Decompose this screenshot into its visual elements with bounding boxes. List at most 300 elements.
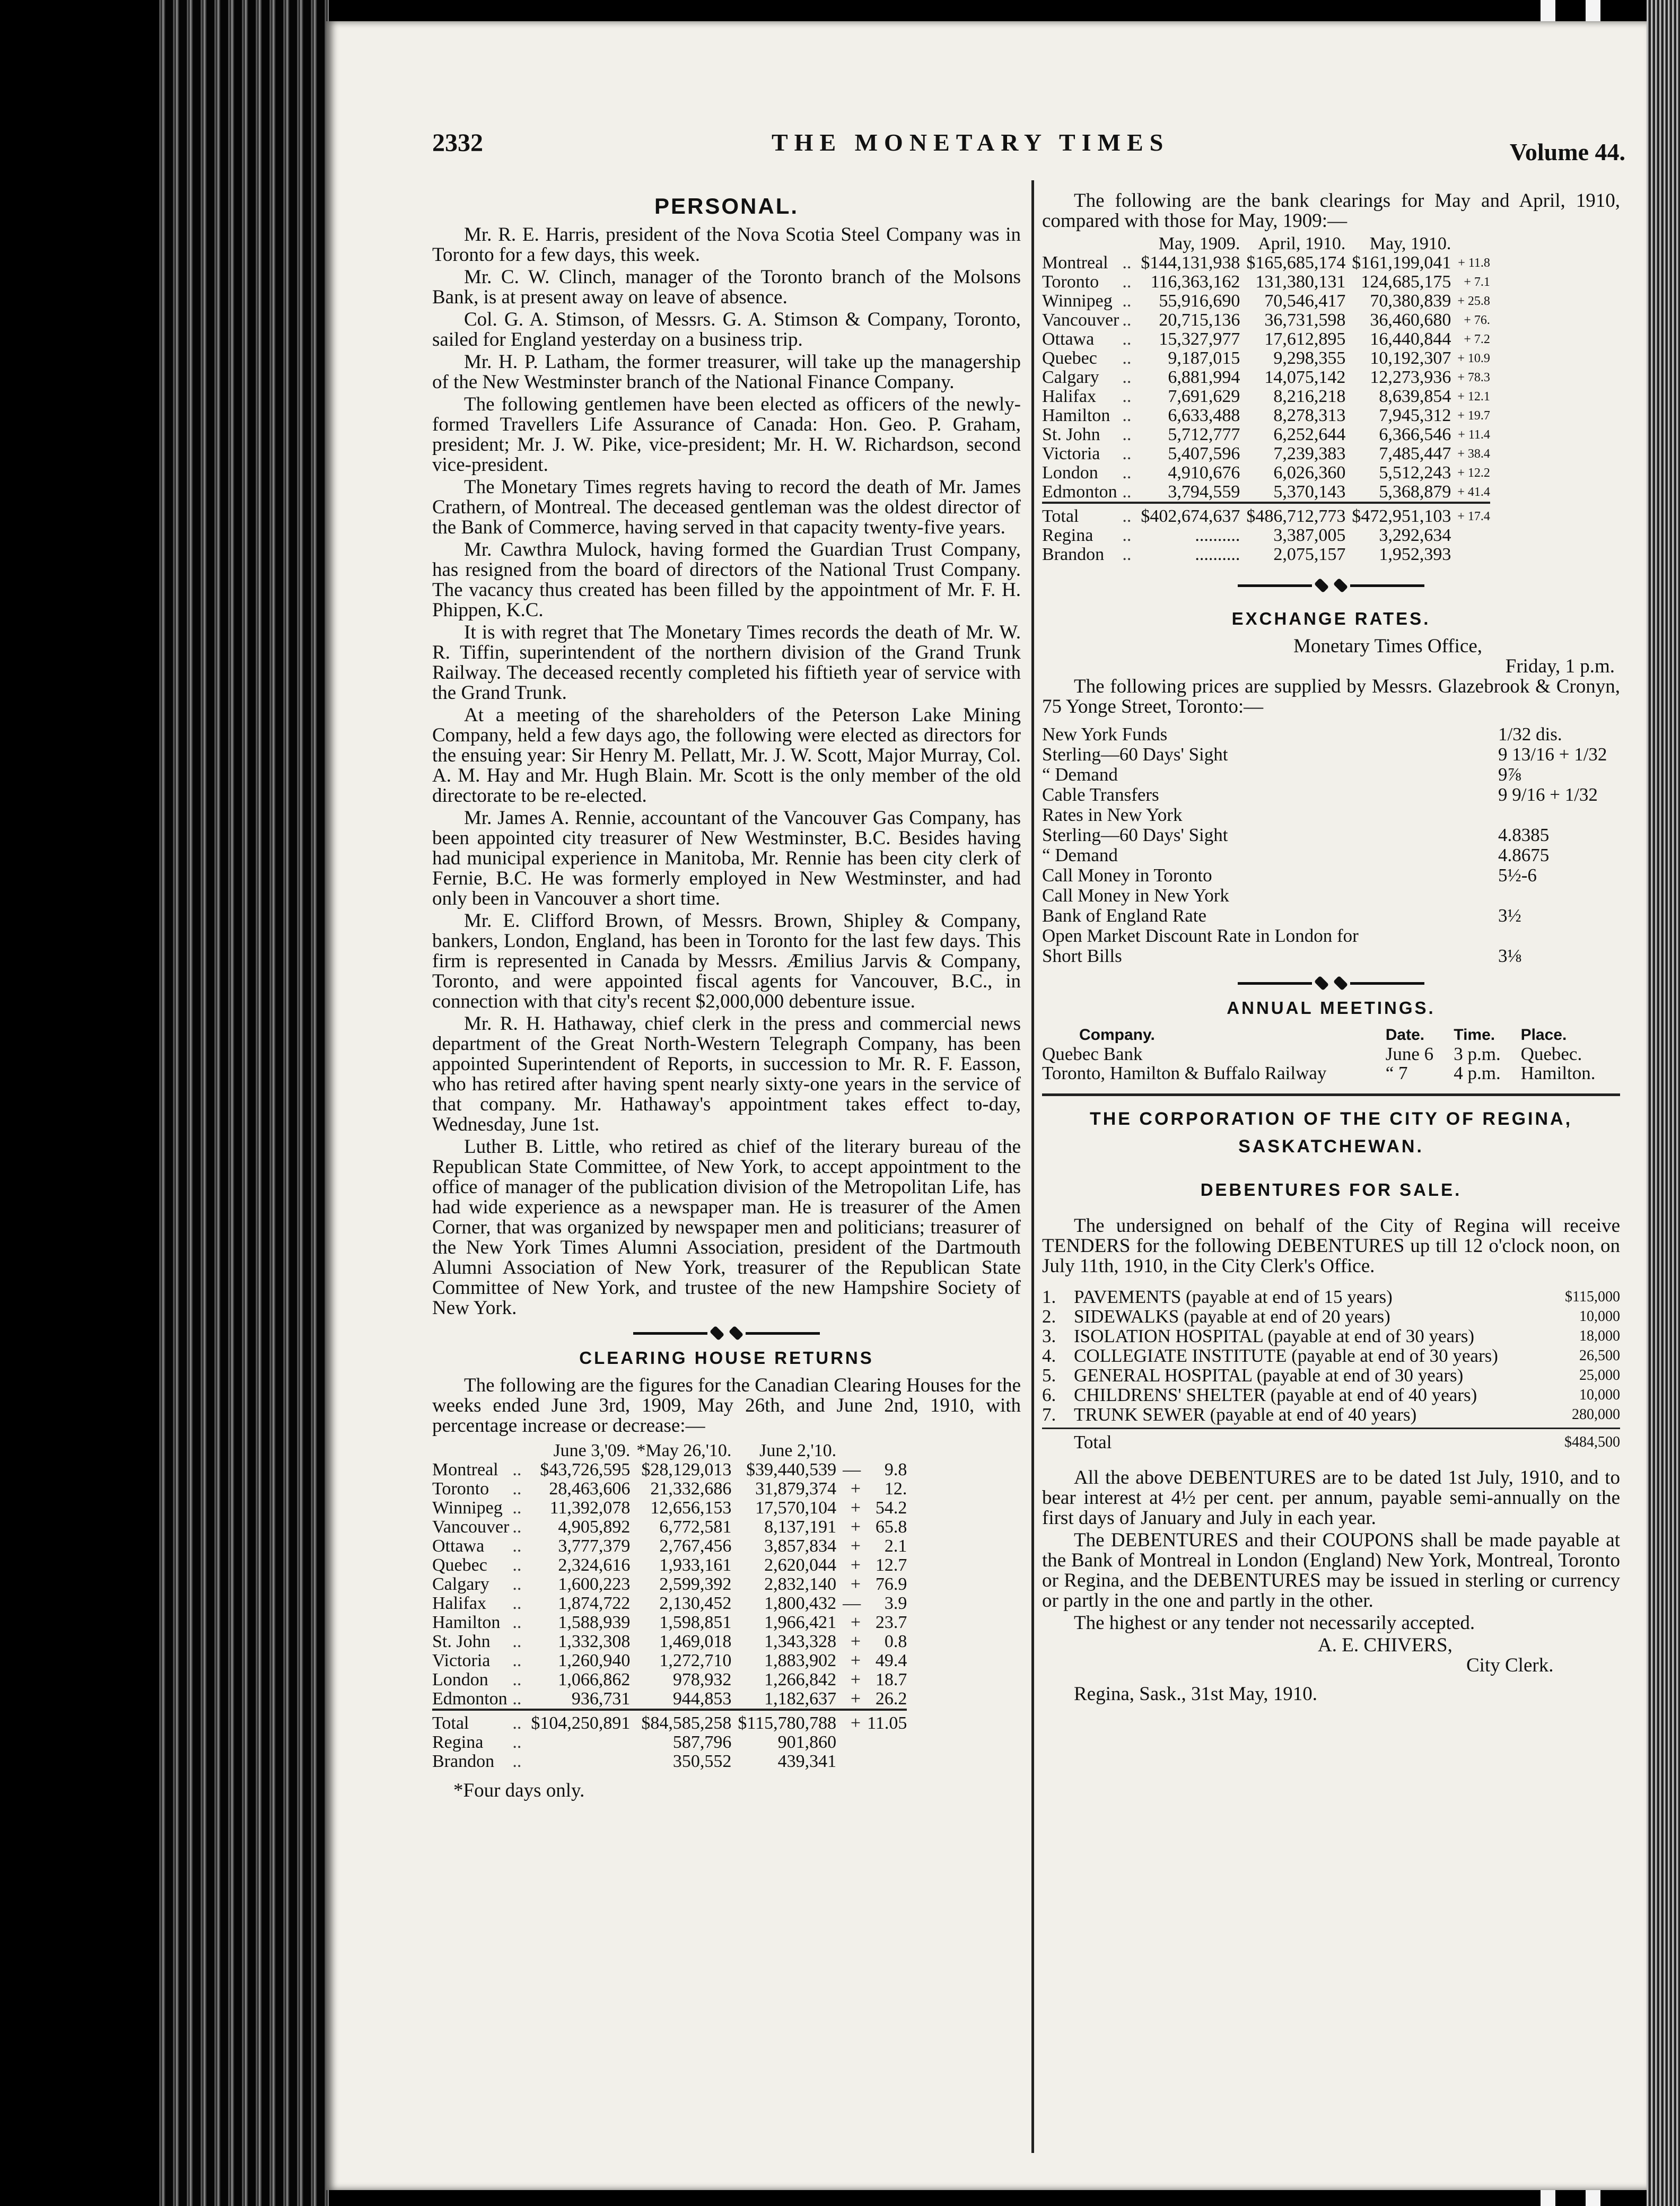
city-cell: Victoria <box>1042 444 1100 463</box>
value-cell: 6,252,644 <box>1273 425 1346 444</box>
city-cell: Vancouver <box>432 1517 510 1537</box>
value-cell: 10,192,307 <box>1370 348 1451 368</box>
sign-cell: + <box>850 1555 861 1575</box>
percent-cell: + 7.1 <box>1464 275 1490 289</box>
city-cell: Toronto <box>1042 272 1099 292</box>
city-cell: Calgary <box>1042 367 1099 387</box>
value-cell: 2,767,456 <box>659 1536 732 1556</box>
personal-paragraph: The Monetary Times regrets having to record the death of Mr. James Crathern, of Montreal. The deceased gentleman was the oldest director of the Bank of Commerce, having served in that capacity twenty-five years. <box>432 476 1021 538</box>
exchange-rate-row <box>1042 926 1620 946</box>
ornament-divider <box>432 1324 1021 1343</box>
exchange-rate-row <box>1042 886 1620 906</box>
time-cell: 4 p.m. <box>1454 1063 1501 1083</box>
city-cell: London <box>1042 463 1098 483</box>
sign-cell: + <box>850 1479 861 1499</box>
item-text: TRUNK SEWER (payable at end of 40 years) <box>1074 1404 1417 1425</box>
table-row <box>1042 1045 1620 1064</box>
item-number: 5. <box>1042 1365 1056 1386</box>
city-cell: London <box>432 1670 488 1689</box>
date-cell: “ 7 <box>1385 1063 1408 1083</box>
value-cell: 7,485,447 <box>1379 444 1451 463</box>
percent-cell: 12. <box>884 1479 907 1499</box>
table-row <box>1042 545 1490 564</box>
table-row <box>1042 330 1490 349</box>
value-cell: 1,066,862 <box>558 1670 631 1689</box>
percent-cell: + 78.3 <box>1457 371 1490 384</box>
value-cell: 36,731,598 <box>1264 310 1346 330</box>
leader-dots: .. <box>512 1613 522 1632</box>
city-cell: Winnipeg <box>1042 291 1113 311</box>
value-cell: 17,612,895 <box>1264 329 1346 349</box>
signer-name: A. E. CHIVERS, <box>1318 1634 1452 1656</box>
leader-dots: .. <box>512 1752 522 1771</box>
personal-paragraph: Mr. Cawthra Mulock, having formed the Guardian Trust Company, has resigned from the board of directors of the National Trust Company. The vacancy thus created has been filled by the appointment of Mr. F. H. Phippen, K.C. <box>432 539 1021 621</box>
column-header: Date. <box>1385 1026 1425 1044</box>
clearing-heading: CLEARING HOUSE RETURNS <box>579 1348 874 1368</box>
debentures-notice: The highest or any tender not necessarily accepted. <box>1074 1612 1475 1634</box>
value-cell: 1,883,902 <box>764 1651 837 1670</box>
item-number: 7. <box>1042 1404 1056 1425</box>
exchange-intro: The following prices are supplied by Messrs. Glazebrook & Cronyn, 75 Yonge Street, Toronto:— <box>1042 676 1620 717</box>
value-cell: .......... <box>1195 545 1240 564</box>
exchange-office: Monetary Times Office, <box>1293 635 1482 657</box>
value-cell: 116,363,162 <box>1150 272 1240 292</box>
city-cell: Quebec <box>432 1555 487 1575</box>
value-cell: 587,796 <box>672 1732 732 1752</box>
value-cell: 8,639,854 <box>1379 387 1451 406</box>
value-cell <box>524 1752 630 1771</box>
column-header: Time. <box>1454 1026 1495 1044</box>
leader-dots: .. <box>1122 272 1132 292</box>
item-text: GENERAL HOSPITAL (payable at end of 30 years) <box>1074 1365 1464 1386</box>
table-row <box>432 1499 907 1518</box>
table-row <box>432 1537 907 1556</box>
personal-paragraph: Mr. C. W. Clinch, manager of the Toronto branch of the Molsons Bank, is at present away on leave of absence. <box>432 266 1021 308</box>
rate-value: 4.8675 <box>1498 845 1550 865</box>
regina-heading: THE CORPORATION OF THE CITY OF REGINA, <box>1089 1109 1573 1129</box>
city-cell: Total <box>1042 503 1119 526</box>
city-cell: Hamilton <box>1042 406 1110 425</box>
rate-value: 9 9/16 + 1/32 <box>1498 784 1598 805</box>
value-cell: 1,952,393 <box>1379 545 1451 564</box>
percent-cell <box>1451 526 1490 545</box>
percent-cell: 3.9 <box>884 1594 907 1613</box>
rate-label: “ Demand <box>1042 765 1118 785</box>
personal-paragraph: Mr. James A. Rennie, accountant of the Vancouver Gas Company, has been appointed city treasurer of New Westminster, B.C. Besides having had municipal experience in Manitoba, Mr. Rennie has been city clerk of Fernie, B.C. He was formerly employed in New Westminster, and had only been in Vancouver a short time. <box>432 807 1021 909</box>
leader-dots: .. <box>512 1689 522 1709</box>
percent-cell: + 19.7 <box>1457 409 1490 423</box>
sign-cell: + <box>850 1689 861 1709</box>
table-row <box>432 1556 907 1575</box>
rate-value: 9⅞ <box>1498 764 1521 785</box>
leader-dots: .. <box>1122 463 1132 483</box>
value-cell: $472,951,103 <box>1345 503 1451 526</box>
value-cell: $165,685,174 <box>1246 253 1346 273</box>
volume-label: Volume 44. <box>1509 138 1625 165</box>
item-text: CHILDRENS' SHELTER (payable at end of 40 years) <box>1074 1385 1477 1405</box>
personal-paragraph: Mr. R. H. Hathaway, chief clerk in the press and commercial news department of the Great North-Western Telegraph Company, has been appointed Superintendent of Reports, in succession to Mr. R. F. Easson, who has retired after having spent nearly sixty-one years in the service of that company. Mr. Hathaway's appointment takes effect to-day, Wednesday, June 1st. <box>432 1013 1021 1135</box>
debenture-item <box>1042 1307 1620 1326</box>
value-cell: 439,341 <box>777 1752 837 1771</box>
percent-cell: + 76. <box>1464 313 1490 327</box>
value-cell: 3,387,005 <box>1273 526 1346 545</box>
leader-dots: .. <box>512 1574 522 1594</box>
table-row <box>432 1710 907 1733</box>
ornament-divider <box>1042 974 1620 993</box>
value-cell: 2,324,616 <box>558 1555 631 1575</box>
sign-cell: + <box>850 1574 861 1594</box>
percent-cell: + 7.2 <box>1464 332 1490 346</box>
leader-dots: .. <box>512 1670 522 1689</box>
percent-cell: 2.1 <box>884 1536 907 1556</box>
percent-cell: + 25.8 <box>1457 294 1490 308</box>
regina-subheading: SASKATCHEWAN. <box>1238 1136 1424 1157</box>
value-cell: 2,832,140 <box>764 1574 837 1594</box>
clearing-house-table <box>432 1441 907 1771</box>
leader-dots: .. <box>1119 503 1134 526</box>
debenture-item <box>1042 1326 1620 1346</box>
value-cell: $39,440,539 <box>746 1460 837 1480</box>
table-row <box>432 1613 907 1632</box>
personal-paragraph: The following gentlemen have been elected as officers of the newly-formed Travellers Life Assurance of Canada: Hon. Geo. P. Graham, president; Mr. J. W. Pike, vice-president; Mr. H. W. Richardson, second vice-president. <box>432 393 1021 476</box>
left-column <box>432 191 1021 1801</box>
leader-dots: .. <box>1122 425 1132 444</box>
place-cell: Hamilton. <box>1520 1063 1596 1083</box>
sign-cell: + <box>850 1632 861 1651</box>
exchange-heading: EXCHANGE RATES. <box>1231 609 1431 628</box>
personal-paragraph: Mr. H. P. Latham, the former treasurer, will take up the managership of the New Westminster branch of the National Finance Company. <box>432 351 1021 393</box>
value-cell: 4,910,676 <box>1168 463 1240 483</box>
value-cell: 31,879,374 <box>755 1479 837 1499</box>
city-cell: Regina <box>1042 526 1093 545</box>
leader-dots: .. <box>1122 367 1132 387</box>
city-cell: Ottawa <box>432 1536 485 1556</box>
table-row <box>432 1575 907 1594</box>
personal-section <box>432 225 1021 1318</box>
value-cell: $115,780,788 <box>731 1710 836 1733</box>
column-header: *May 26,'10. <box>636 1441 732 1460</box>
value-cell: 9,298,355 <box>1273 348 1346 368</box>
city-cell: Montreal <box>1042 253 1108 273</box>
city-cell: Edmonton <box>432 1689 508 1709</box>
percent-cell: + 11.8 <box>1458 256 1490 270</box>
value-cell: $161,199,041 <box>1352 253 1451 273</box>
rate-label: Bank of England Rate <box>1042 906 1207 926</box>
empty-cell <box>861 1752 907 1771</box>
value-cell: $28,129,013 <box>641 1460 732 1480</box>
dateline: Regina, Sask., 31st May, 1910. <box>1074 1683 1318 1705</box>
value-cell: 12,656,153 <box>650 1498 732 1518</box>
exchange-day: Friday, 1 p.m. <box>1505 655 1615 677</box>
leader-dots: .. <box>509 1710 524 1733</box>
value-cell: 14,075,142 <box>1264 367 1346 387</box>
percent-cell: + 41.4 <box>1457 485 1490 499</box>
meetings-table <box>1042 1026 1620 1083</box>
table-row <box>1042 463 1490 483</box>
rate-value <box>1498 886 1620 906</box>
sign-cell: + <box>850 1517 861 1537</box>
percent-cell: + 12.1 <box>1457 390 1490 404</box>
rate-value: 5½-6 <box>1498 865 1537 886</box>
debenture-item <box>1042 1346 1620 1365</box>
item-text: PAVEMENTS (payable at end of 15 years) <box>1074 1286 1393 1307</box>
leader-dots: .. <box>1122 291 1132 311</box>
value-cell: 5,512,243 <box>1379 463 1451 483</box>
time-cell: 3 p.m. <box>1454 1044 1501 1064</box>
city-cell: Victoria <box>432 1651 491 1670</box>
table-row <box>1042 526 1490 545</box>
exchange-rate-row <box>1042 906 1620 926</box>
sign-cell: + <box>850 1651 861 1670</box>
debentures-heading: DEBENTURES FOR SALE. <box>1200 1180 1462 1200</box>
value-cell: 124,685,175 <box>1361 272 1451 292</box>
table-row <box>432 1518 907 1537</box>
table-row <box>1042 349 1490 368</box>
value-cell: $144,131,938 <box>1141 253 1240 273</box>
city-cell: Montreal <box>432 1460 498 1480</box>
item-amount: 10,000 <box>1579 1387 1620 1403</box>
percent-cell: 23.7 <box>875 1613 907 1632</box>
value-cell: 6,366,546 <box>1379 425 1451 444</box>
item-number: 4. <box>1042 1345 1056 1366</box>
percent-cell <box>1451 545 1490 564</box>
value-cell: 5,370,143 <box>1273 482 1346 502</box>
table-row <box>1042 311 1490 330</box>
table-row <box>1042 483 1490 503</box>
leader-dots: .. <box>512 1594 522 1613</box>
leader-dots: .. <box>1122 406 1132 425</box>
rate-value <box>1498 805 1620 825</box>
city-cell: Brandon <box>432 1752 495 1771</box>
leader-dots: .. <box>1122 545 1132 564</box>
city-cell: Regina <box>432 1732 484 1752</box>
value-cell: 4,905,892 <box>558 1517 631 1537</box>
rate-value: 4.8385 <box>1498 825 1550 845</box>
clearing-footnote: *Four days only. <box>453 1780 585 1801</box>
percent-cell: + 11.4 <box>1458 428 1490 442</box>
debentures-list <box>1042 1287 1620 1424</box>
city-cell: Halifax <box>1042 387 1096 406</box>
value-cell: 11,392,078 <box>549 1498 631 1518</box>
value-cell: 17,570,104 <box>755 1498 837 1518</box>
city-cell: Toronto <box>432 1479 489 1499</box>
column-header: May, 1910. <box>1369 234 1451 253</box>
city-cell: St. John <box>1042 425 1100 444</box>
value-cell: 6,633,488 <box>1168 406 1240 425</box>
exchange-rate-row <box>1042 765 1620 785</box>
table-row <box>432 1460 907 1480</box>
value-cell: 3,857,834 <box>764 1536 837 1556</box>
rate-label: Call Money in Toronto <box>1042 865 1212 886</box>
percent-cell: + 17.4 <box>1451 503 1490 526</box>
rate-value <box>1498 926 1620 946</box>
rate-label: Cable Transfers <box>1042 785 1159 805</box>
leader-dots: .. <box>1122 482 1132 502</box>
percent-cell: 11.05 <box>861 1710 907 1733</box>
rate-label: Open Market Discount Rate in London for <box>1042 926 1359 946</box>
value-cell: 5,368,879 <box>1379 482 1451 502</box>
item-amount: 26,500 <box>1579 1347 1620 1364</box>
exchange-rate-row <box>1042 865 1620 886</box>
item-text: COLLEGIATE INSTITUTE (payable at end of 30 years) <box>1074 1345 1498 1366</box>
rate-value: 1/32 dis. <box>1498 724 1562 745</box>
newspaper-page <box>326 21 1647 2190</box>
column-header: Place. <box>1520 1026 1567 1044</box>
value-cell: 6,772,581 <box>659 1517 732 1537</box>
value-cell: $43,726,595 <box>540 1460 631 1480</box>
value-cell: 20,715,136 <box>1159 310 1240 330</box>
column-header: June 2,'10. <box>759 1441 837 1460</box>
column-header: Company. <box>1079 1026 1155 1044</box>
table-row <box>1042 425 1490 444</box>
column-header: May, 1909. <box>1158 234 1240 253</box>
debenture-item <box>1042 1287 1620 1307</box>
value-cell: $486,712,773 <box>1240 503 1345 526</box>
sign-cell: + <box>850 1498 861 1518</box>
rate-label: Rates in New York <box>1042 805 1183 825</box>
publication-title: THE MONETARY TIMES <box>772 129 1170 156</box>
percent-cell: 76.9 <box>875 1574 907 1594</box>
leader-dots: .. <box>1122 348 1132 368</box>
company-cell: Quebec Bank <box>1042 1044 1143 1064</box>
table-row <box>432 1689 907 1710</box>
leader-dots: .. <box>1122 329 1132 349</box>
leader-dots: .. <box>1122 526 1132 545</box>
value-cell: 12,273,936 <box>1370 367 1451 387</box>
empty-cell <box>836 1752 861 1771</box>
value-cell: 1,343,328 <box>764 1632 837 1651</box>
value-cell: 8,278,313 <box>1273 406 1346 425</box>
leader-dots: .. <box>1122 444 1132 463</box>
debentures-total-amount: $484,500 <box>1564 1434 1620 1450</box>
leader-dots: .. <box>512 1732 522 1752</box>
value-cell: 1,272,710 <box>659 1651 732 1670</box>
bank-clearings-intro: The following are the bank clearings for May and April, 1910, compared with those for May, 1909:— <box>1042 190 1620 232</box>
right-column <box>1042 191 1620 1704</box>
city-cell: Vancouver <box>1042 310 1119 330</box>
value-cell: 1,260,940 <box>558 1651 631 1670</box>
value-cell <box>524 1733 630 1752</box>
leader-dots: .. <box>512 1498 522 1518</box>
value-cell: 70,546,417 <box>1264 291 1346 311</box>
percent-cell: 12.7 <box>875 1555 907 1575</box>
rate-value: 3½ <box>1498 905 1521 926</box>
value-cell: 21,332,686 <box>650 1479 732 1499</box>
leader-dots: .. <box>1122 387 1132 406</box>
personal-heading: PERSONAL. <box>654 194 799 218</box>
table-row <box>1042 292 1490 311</box>
personal-paragraph: Col. G. A. Stimson, of Messrs. G. A. Stimson & Company, Toronto, sailed for England yesterday on a business trip. <box>432 309 1021 351</box>
page-edge <box>1647 0 1680 2206</box>
value-cell: 2,599,392 <box>659 1574 732 1594</box>
signer-title: City Clerk. <box>1466 1654 1554 1676</box>
value-cell: 9,187,015 <box>1168 348 1240 368</box>
sign-cell: + <box>850 1670 861 1689</box>
value-cell: 70,380,839 <box>1370 291 1451 311</box>
percent-cell: 0.8 <box>884 1632 907 1651</box>
value-cell: 8,137,191 <box>764 1517 837 1537</box>
leader-dots: .. <box>1122 253 1132 273</box>
value-cell: 16,440,844 <box>1370 329 1451 349</box>
item-number: 2. <box>1042 1306 1056 1327</box>
value-cell: 1,933,161 <box>659 1555 732 1575</box>
scan-border <box>0 0 159 2206</box>
place-cell: Quebec. <box>1520 1044 1582 1064</box>
rate-label: Call Money in New York <box>1042 886 1229 906</box>
value-cell: 15,327,977 <box>1159 329 1240 349</box>
value-cell: 2,130,452 <box>659 1594 732 1613</box>
table-row <box>1042 273 1490 292</box>
rate-label: “ Demand <box>1042 845 1118 865</box>
personal-paragraph: At a meeting of the shareholders of the Peterson Lake Mining Company, held a few days ago, the following were elected as directors for the ensuing year: Sir Henry M. Pellatt, Mr. J. W. Scott, Major Murray, Col. A. M. Hay and Mr. Hugh Blain. Mr. Scott is the only member of the old directorate to be re-elected. <box>432 704 1021 807</box>
value-cell: 6,881,994 <box>1168 367 1240 387</box>
item-number: 1. <box>1042 1286 1056 1307</box>
value-cell: 1,469,018 <box>659 1632 732 1651</box>
percent-cell: 26.2 <box>875 1689 907 1709</box>
empty-cell <box>836 1733 861 1752</box>
exchange-rates-list <box>1042 724 1620 966</box>
sign-cell: + <box>850 1613 861 1632</box>
percent-cell: + 10.9 <box>1457 352 1490 365</box>
sign-cell: + <box>836 1710 861 1733</box>
value-cell: 5,712,777 <box>1168 425 1240 444</box>
percent-cell: 9.8 <box>884 1460 907 1480</box>
debenture-item <box>1042 1385 1620 1405</box>
debentures-intro: The undersigned on behalf of the City of Regina will receive TENDERS for the following DEBENTURES up till 12 o'clock noon, on July 11th, 1910, in the City Clerk's Office. <box>1042 1215 1620 1277</box>
city-cell: Quebec <box>1042 348 1097 368</box>
city-cell: Total <box>432 1710 509 1733</box>
value-cell: .......... <box>1195 526 1240 545</box>
value-cell: 2,075,157 <box>1273 545 1346 564</box>
value-cell: 1,182,637 <box>764 1689 837 1709</box>
value-cell: 978,932 <box>672 1670 732 1689</box>
debentures-payment: The DEBENTURES and their COUPONS shall be made payable at the Bank of Montreal in London (England) New York, Montreal, Toronto or Regina, and the DEBENTURES may be issued in sterling or currency or partly in the one and partly in the other. <box>1042 1529 1620 1612</box>
table-row <box>432 1752 907 1771</box>
value-cell: 5,407,596 <box>1168 444 1240 463</box>
value-cell: 1,966,421 <box>764 1613 837 1632</box>
table-row <box>432 1480 907 1499</box>
value-cell: 2,620,044 <box>764 1555 837 1575</box>
clearing-intro: The following are the figures for the Canadian Clearing Houses for the weeks ended June 3rd, 1909, May 26th, and June 2nd, 1910, with percentage increase or decrease:— <box>432 1375 1021 1437</box>
value-cell: 3,794,559 <box>1168 482 1240 502</box>
debentures-total-label: Total <box>1074 1432 1112 1452</box>
percent-cell: 65.8 <box>875 1517 907 1537</box>
section-rule <box>1042 1093 1620 1096</box>
leader-dots: .. <box>512 1651 522 1670</box>
table-row <box>432 1733 907 1752</box>
item-text: ISOLATION HOSPITAL (payable at end of 30 years) <box>1074 1326 1475 1346</box>
value-cell: 7,691,629 <box>1168 387 1240 406</box>
leader-dots: .. <box>512 1632 522 1651</box>
rate-value: 3⅛ <box>1498 946 1521 966</box>
table-row <box>1042 503 1490 526</box>
bank-clearings-table <box>1042 234 1490 564</box>
personal-paragraph: It is with regret that The Monetary Times records the death of Mr. W. R. Tiffin, superintendent of the northern division of the Grand Trunk Railway. The deceased recently completed his fiftieth year of service with the Grand Trunk. <box>432 621 1021 704</box>
city-cell: Winnipeg <box>432 1498 503 1518</box>
exchange-rate-row <box>1042 825 1620 845</box>
percent-cell: 18.7 <box>875 1670 907 1689</box>
value-cell: 6,026,360 <box>1273 463 1346 483</box>
value-cell: $84,585,258 <box>630 1710 731 1733</box>
column-divider <box>1031 180 1034 2153</box>
value-cell: 7,945,312 <box>1379 406 1451 425</box>
leader-dots: .. <box>512 1460 522 1480</box>
city-cell: Ottawa <box>1042 329 1095 349</box>
table-row <box>1042 387 1490 406</box>
city-cell: Calgary <box>432 1574 489 1594</box>
table-row <box>432 1651 907 1670</box>
exchange-rate-row <box>1042 724 1620 745</box>
